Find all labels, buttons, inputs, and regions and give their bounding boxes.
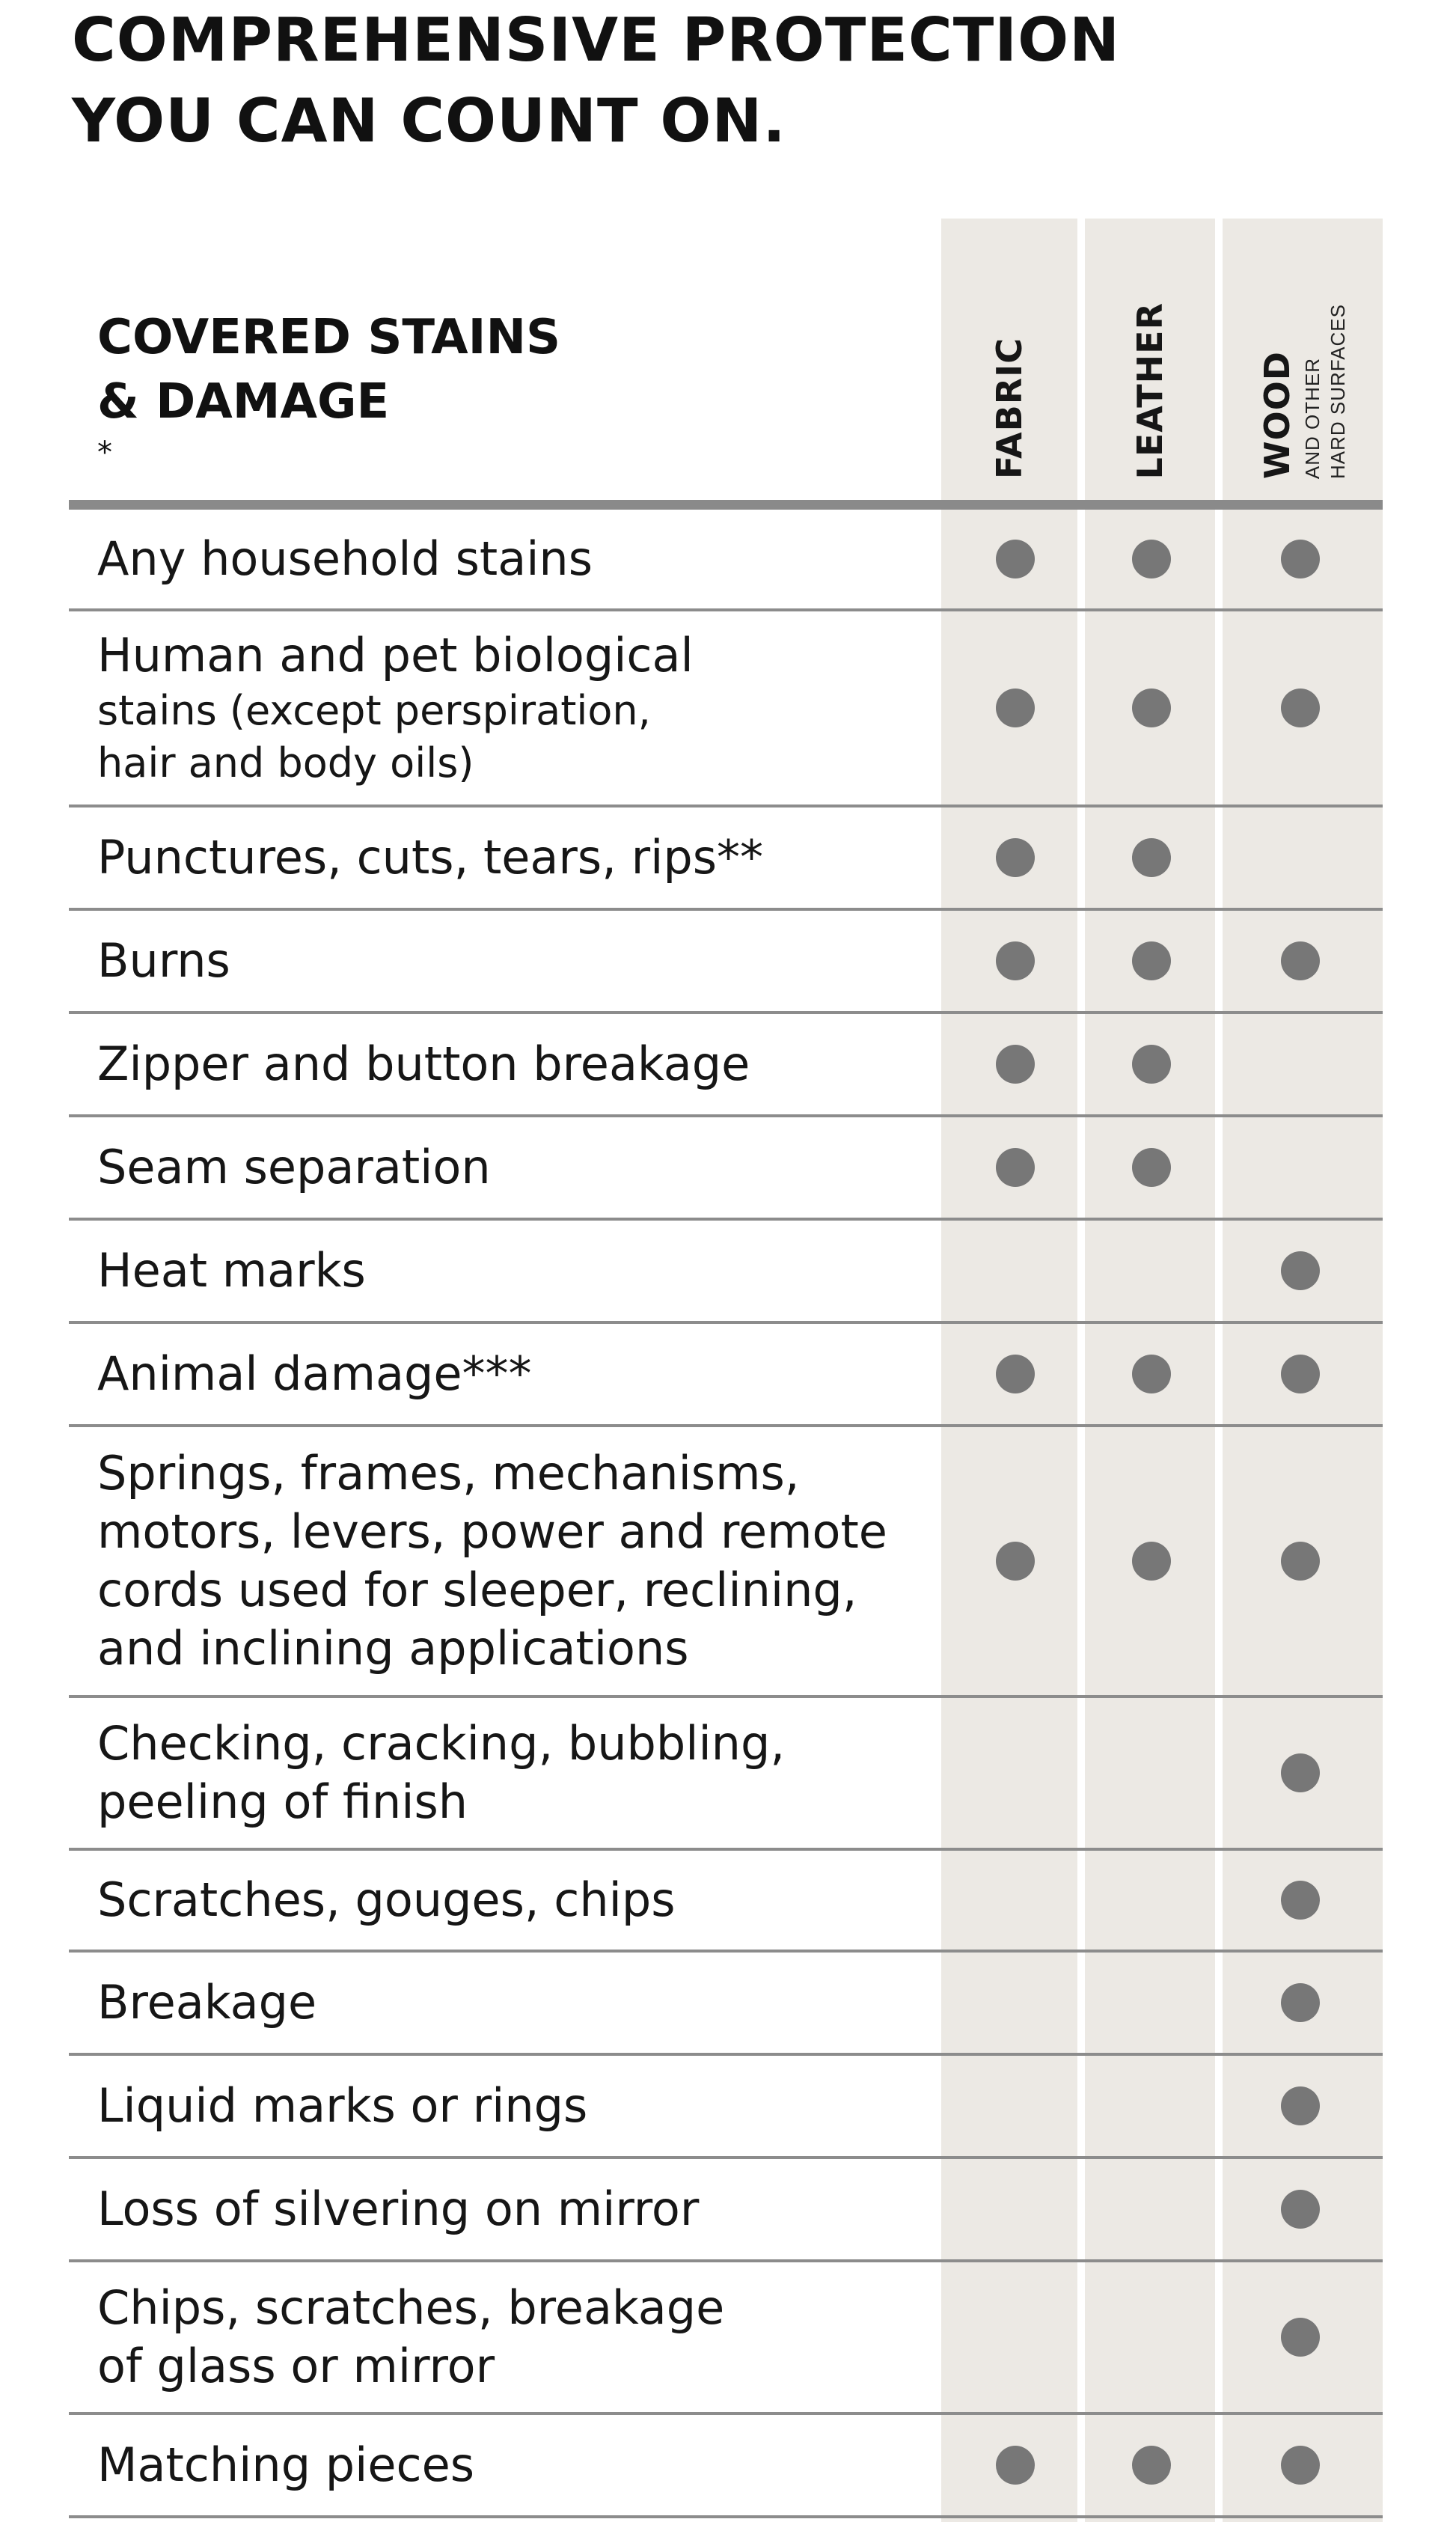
row-label [97, 807, 950, 908]
row-label-line: Animal damage*** [97, 1346, 532, 1401]
row-label-line: Chips, scratches, breakage [97, 2280, 725, 2335]
wood-coverage-dot [1281, 2446, 1320, 2485]
row-label [97, 2056, 950, 2156]
table-title [97, 305, 560, 498]
column-header-wood [1223, 239, 1383, 479]
fabric-coverage-dot [996, 838, 1035, 877]
table-row [69, 1014, 1383, 1117]
row-label-line: stains (except perspiration, [97, 687, 651, 734]
row-label-line: Punctures, cuts, tears, rips** [97, 830, 764, 885]
table-title-line-2 [97, 370, 560, 498]
table-title-footnote-mark: * [97, 436, 112, 470]
row-label [97, 1117, 950, 1218]
header-divider [69, 500, 1383, 510]
headline [72, 0, 1344, 162]
leather-coverage-dot [1132, 2446, 1171, 2485]
row-label [97, 1014, 950, 1114]
row-label [97, 2415, 950, 2515]
leather-coverage-dot [1132, 941, 1171, 980]
table-row [69, 2159, 1383, 2262]
leather-coverage-dot [1132, 1148, 1171, 1187]
column-header-wood-group [1257, 304, 1348, 479]
wood-coverage-dot [1281, 2318, 1320, 2357]
row-label [97, 510, 950, 608]
leather-coverage-dot [1132, 689, 1171, 727]
row-label-line: hair and body oils) [97, 739, 474, 787]
table-title-text: & DAMAGE [97, 374, 390, 430]
wood-coverage-dot [1281, 540, 1320, 578]
wood-coverage-dot [1281, 1355, 1320, 1393]
wood-coverage-dot [1281, 1251, 1320, 1290]
headline-line-2: YOU CAN COUNT ON. [72, 86, 786, 156]
table-row [69, 1117, 1383, 1221]
leather-coverage-dot [1132, 1045, 1171, 1084]
fabric-coverage-dot [996, 2446, 1035, 2485]
row-label [97, 1427, 950, 1695]
table-row [69, 1953, 1383, 2056]
table-row [69, 2415, 1383, 2518]
row-label-line: Zipper and button breakage [97, 1037, 750, 1091]
column-header-fabric-label: FABRIC [989, 337, 1030, 479]
row-label [97, 611, 950, 805]
wood-coverage-dot [1281, 941, 1320, 980]
leather-coverage-dot [1132, 838, 1171, 877]
row-label-line: Any household stains [97, 531, 593, 586]
fabric-coverage-dot [996, 1355, 1035, 1393]
table-row [69, 1851, 1383, 1953]
fabric-coverage-dot [996, 1148, 1035, 1187]
row-label-line: Loss of silvering on mirror [97, 2182, 700, 2236]
fabric-coverage-dot [996, 1045, 1035, 1084]
wood-coverage-dot [1281, 2190, 1320, 2229]
row-label [97, 1324, 950, 1424]
column-header-leather [1085, 239, 1215, 479]
row-label-line: of glass or mirror [97, 2339, 495, 2393]
coverage-table-rows [69, 510, 1383, 2518]
row-label-line: Breakage [97, 1975, 317, 2030]
row-label-line: Springs, frames, mechanisms, [97, 1446, 800, 1500]
column-header-wood-sub-1: AND OTHER [1301, 357, 1324, 479]
table-row [69, 1427, 1383, 1698]
leather-coverage-dot [1132, 1542, 1171, 1581]
fabric-coverage-dot [996, 1542, 1035, 1581]
wood-coverage-dot [1281, 1881, 1320, 1920]
row-label-line: Burns [97, 933, 230, 988]
row-label-line: Liquid marks or rings [97, 2078, 588, 2133]
table-row [69, 807, 1383, 911]
wood-coverage-dot [1281, 689, 1320, 727]
leather-coverage-dot [1132, 540, 1171, 578]
table-row [69, 510, 1383, 611]
row-label [97, 1953, 950, 2053]
row-label [97, 1221, 950, 1321]
headline-line-1: COMPREHENSIVE PROTECTION [72, 5, 1121, 75]
wood-coverage-dot [1281, 1542, 1320, 1581]
row-label-line: Seam separation [97, 1140, 491, 1194]
row-label [97, 2262, 950, 2412]
table-row [69, 911, 1383, 1014]
fabric-coverage-dot [996, 941, 1035, 980]
row-label-line: peeling of finish [97, 1774, 468, 1829]
row-label [97, 911, 950, 1011]
wood-coverage-dot [1281, 1983, 1320, 2022]
row-label [97, 1851, 950, 1950]
column-header-wood-label: WOOD [1257, 350, 1297, 479]
table-title-line-1: COVERED STAINS [97, 310, 561, 365]
fabric-coverage-dot [996, 689, 1035, 727]
row-label-line: cords used for sleeper, reclining, [97, 1563, 857, 1617]
row-label-line: Human and pet biological [97, 628, 694, 683]
wood-coverage-dot [1281, 2086, 1320, 2125]
leather-coverage-dot [1132, 1355, 1171, 1393]
table-row [69, 1324, 1383, 1427]
column-header-leather-label: LEATHER [1130, 302, 1170, 479]
column-header-fabric [941, 239, 1077, 479]
row-label [97, 2159, 950, 2259]
table-row [69, 1698, 1383, 1851]
wood-coverage-dot [1281, 1753, 1320, 1792]
row-label-line: Checking, cracking, bubbling, [97, 1716, 786, 1771]
row-label-line: and inclining applications [97, 1621, 689, 1676]
row-label-line: Heat marks [97, 1243, 366, 1298]
row-label-line: Matching pieces [97, 2437, 475, 2492]
table-row [69, 2262, 1383, 2415]
table-row [69, 611, 1383, 807]
row-label-line: Scratches, gouges, chips [97, 1872, 676, 1927]
row-label-line: motors, levers, power and remote [97, 1504, 887, 1559]
fabric-coverage-dot [996, 540, 1035, 578]
row-label [97, 1698, 950, 1848]
table-row [69, 1221, 1383, 1324]
column-header-wood-sub-2: HARD SURFACES [1327, 303, 1349, 479]
table-row [69, 2056, 1383, 2159]
